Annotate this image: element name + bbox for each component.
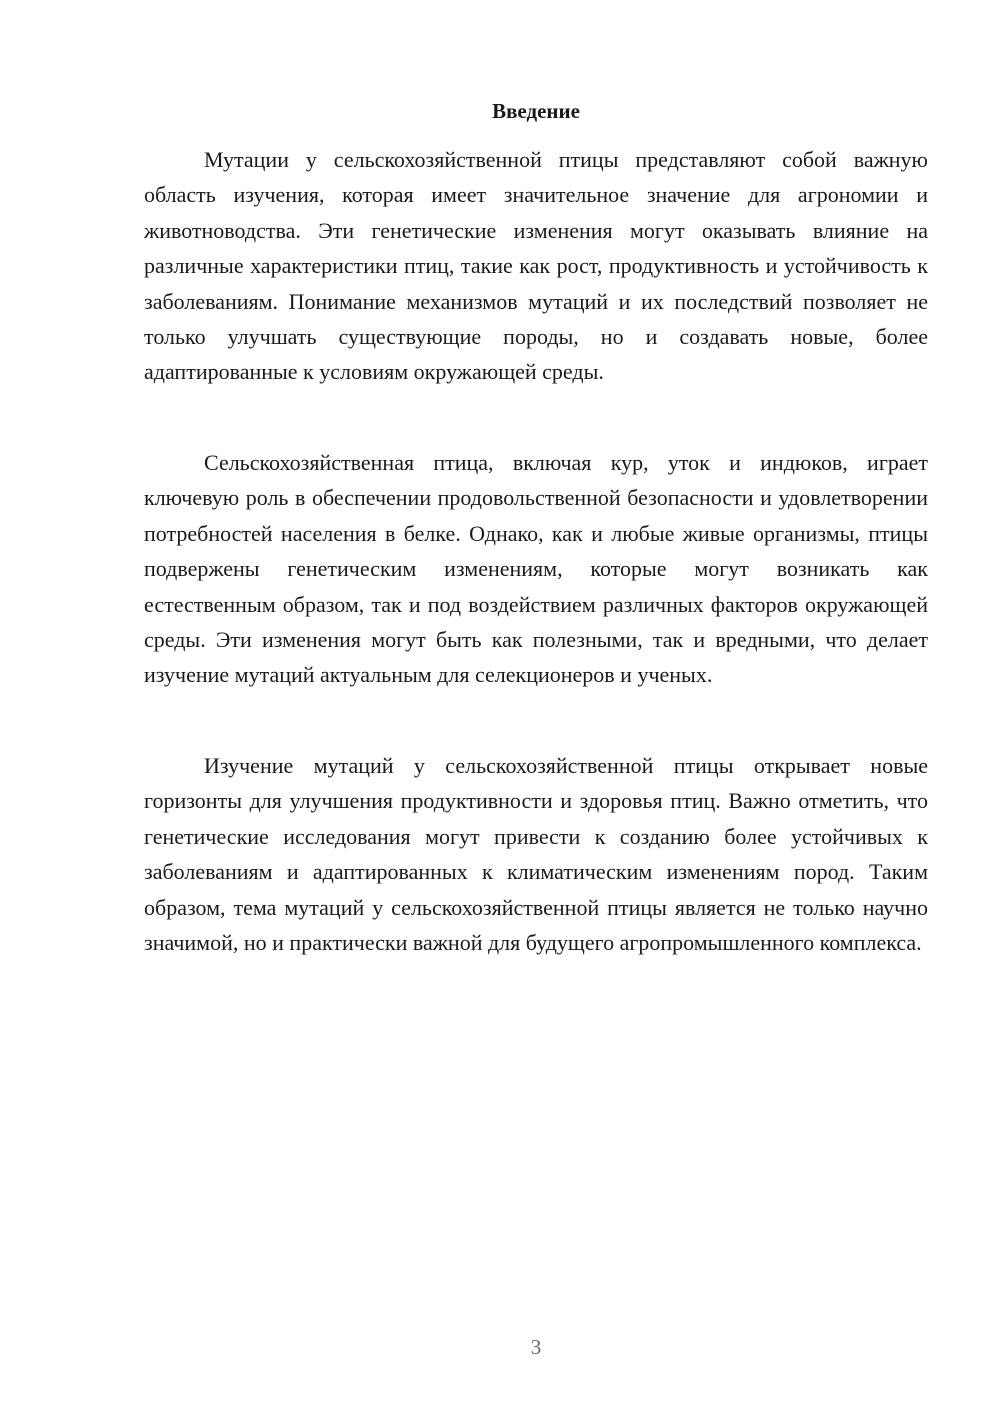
page-number: 3 (530, 1335, 542, 1359)
paragraph-1: Мутации у сельскохозяйственной птицы представляют собой важную область изучения, которая имеет значительное значение для агрономии и животноводства. Эти генетические изменения могут оказывать влияние на различные характеристики птиц, такие как рост, продуктивность и устойчивость к заболеваниям. Понимание механизмов мутаций и их последствий позволяет не только улучшать существующие породы, но и создавать новые, более адаптированные к условиям окружающей среды. (144, 147, 928, 385)
paragraph-3: Изучение мутаций у сельскохозяйственной птицы открывает новые горизонты для улучшения продуктивности и здоровья птиц. Важно отметить, что генетические исследования могут привести к созданию более устойчивых к заболеваниям и адаптированных к климатическим изменениям пород. Таким образом, тема мутаций у сельскохозяйственной птицы является не только научно значимой, но и практически важной для будущего агропромышленного комплекса. (144, 753, 928, 956)
section-heading: Введение (492, 99, 580, 123)
paragraph-2: Сельскохозяйственная птица, включая кур, уток и индюков, играет ключевую роль в обеспечении продовольственной безопасности и удовлетворении потребностей населения в белке. Однако, как и любые живые организмы, птицы подвержены генетическим изменениям, которые могут возникать как естественным образом, так и под воздействием различных факторов окружающей среды. Эти изменения могут быть как полезными, так и вредными, что делает изучение мутаций актуальным для селекционеров и ученых. (144, 450, 928, 688)
